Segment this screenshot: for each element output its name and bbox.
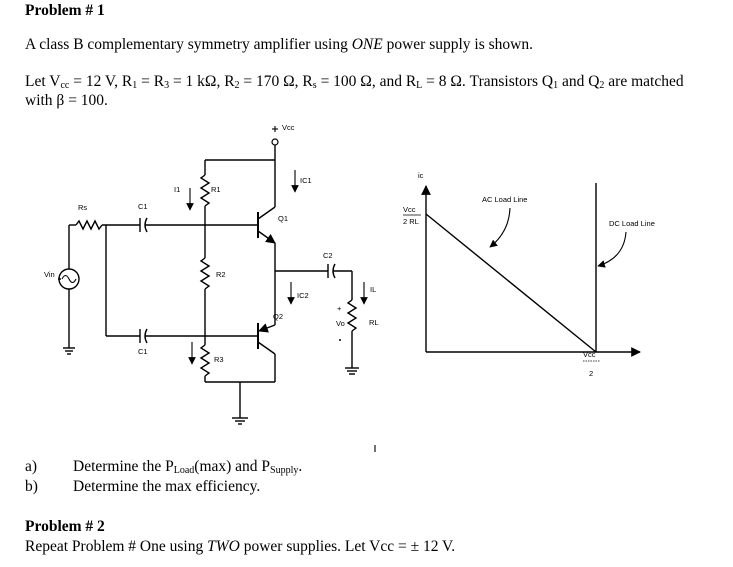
problem1-params-line1: Let $V_{cc} = 12$ V, $R_1 = R_3 = 1$ kΩ, $R_2 = 170$ Ω, $R_s = 100$ Ω, and $R_L = 8$ Ω. Transistors $Q_1$ and $Q_2$ are matched	[25, 73, 684, 91]
ac-load-line-label: AC Load Line	[482, 195, 528, 204]
capacitor-c2	[328, 264, 352, 278]
c2-label: C2	[323, 251, 333, 260]
transistor-q2	[205, 323, 275, 382]
dc-load-line-label: DC Load Line	[609, 219, 655, 228]
r1-label: R1	[211, 185, 221, 194]
y-axis-label: ic	[418, 171, 424, 180]
question-b-label: b)	[25, 478, 38, 495]
ground-source	[63, 348, 75, 354]
vcc-terminal	[272, 139, 278, 145]
vin-label: Vin	[44, 270, 55, 279]
q2-label: Q2	[273, 312, 284, 321]
il-label: IL	[370, 285, 377, 294]
resistor-rl	[345, 300, 359, 374]
load-line-graph	[403, 171, 655, 378]
c1-top-label: C1	[138, 202, 148, 211]
q1-label: Q1	[278, 214, 289, 223]
resistor-r2	[201, 225, 209, 336]
problem1-heading: Problem # 1	[25, 2, 105, 19]
vo-label: Vo	[336, 319, 345, 328]
x-intercept-num: Vcc	[583, 350, 596, 359]
x-intercept-den: 2	[589, 369, 594, 378]
ac-source	[58, 269, 79, 289]
r2-label: R2	[216, 270, 226, 279]
rl-label: RL	[369, 318, 379, 327]
problem1-params-line2: with β = 100.	[25, 92, 108, 109]
ic2-label: IC2	[297, 291, 309, 300]
dc-load-line-pointer	[598, 232, 626, 266]
rs-label: Rs	[78, 203, 88, 212]
r3-label: R3	[214, 355, 224, 364]
problem2-text: Repeat Problem # One using TWO power supplies. Let Vcc = ± 12 V.	[25, 538, 456, 555]
resistor-r1	[201, 160, 209, 225]
ic1-label: IC1	[300, 176, 312, 185]
y-intercept-num: Vcc	[403, 205, 416, 214]
question-a-label: a)	[25, 458, 38, 475]
c1-bottom-label: C1	[138, 347, 148, 356]
question-a-text: Determine the $P_{Load}(\max)$ and $P_{Supply}$.	[73, 458, 303, 476]
ac-load-line	[426, 214, 596, 352]
ac-load-line-pointer	[490, 208, 510, 247]
resistor-r3	[201, 336, 209, 382]
ground-symbol	[232, 418, 248, 424]
question-b-text: Determine the max efficiency.	[73, 478, 261, 495]
problem2-heading: Problem # 2	[25, 518, 105, 535]
problem1-intro: A class B complementary symmetry amplifier using ONE power supply is shown.	[25, 36, 533, 53]
amplifier-circuit	[44, 123, 379, 452]
vcc-top-label: Vcc	[282, 123, 295, 132]
y-intercept-den: 2 RL	[403, 217, 419, 226]
transistor-q1	[205, 160, 275, 243]
vo-plus-label: +	[337, 304, 342, 313]
i1-label: I1	[174, 185, 181, 194]
resistor-rs	[69, 221, 140, 229]
capacitor-c1-bottom	[106, 329, 205, 343]
capacitor-c1-top	[140, 218, 205, 232]
